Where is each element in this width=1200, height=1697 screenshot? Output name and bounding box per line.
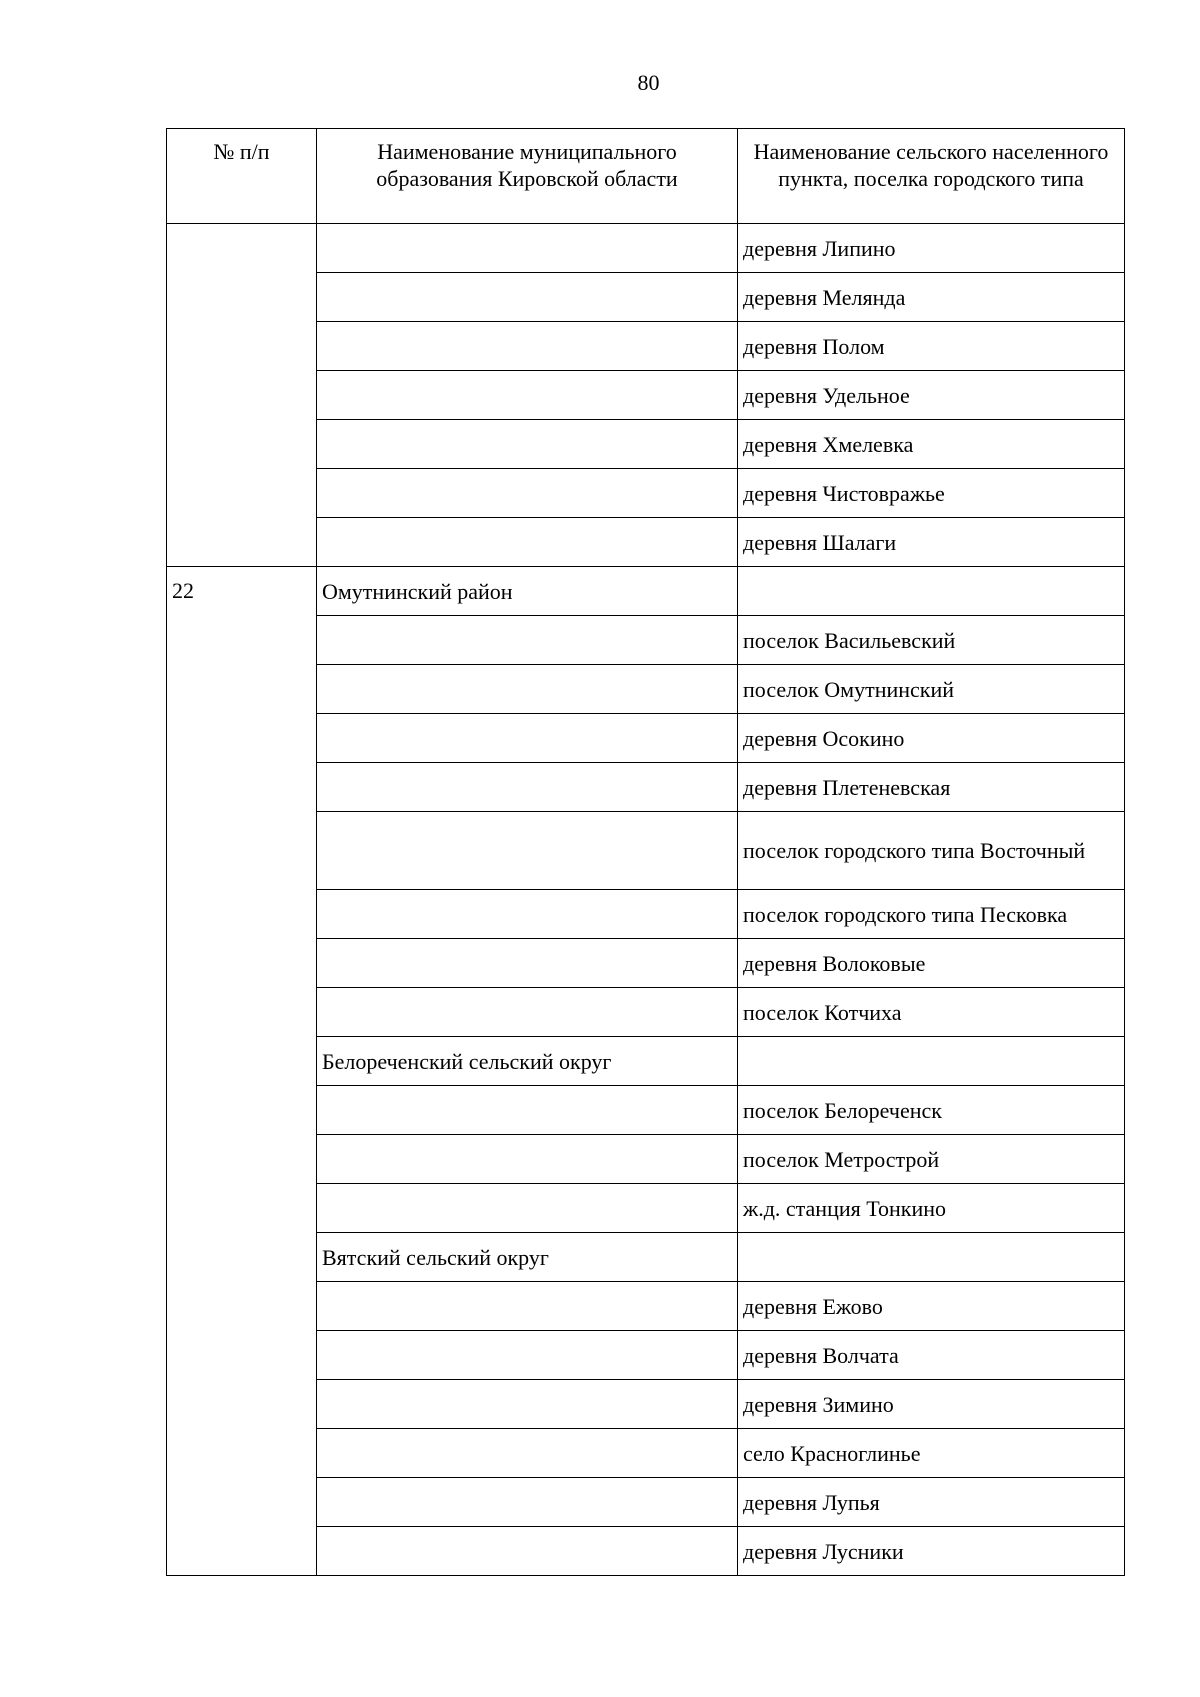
municipality-cell <box>317 518 738 567</box>
municipality-cell <box>317 1184 738 1233</box>
settlement-cell <box>738 1037 1125 1086</box>
row-num-cell: 22 <box>167 567 317 1576</box>
settlement-cell: деревня Меляндa <box>738 273 1125 322</box>
municipality-cell <box>317 890 738 939</box>
municipality-cell <box>317 371 738 420</box>
settlement-cell: деревня Зимино <box>738 1380 1125 1429</box>
municipality-cell <box>317 322 738 371</box>
settlement-cell: поселок Белореченск <box>738 1086 1125 1135</box>
settlement-cell: деревня Лупья <box>738 1478 1125 1527</box>
municipality-cell <box>317 812 738 890</box>
settlement-cell: поселок городского типа Песковка <box>738 890 1125 939</box>
settlements-table <box>166 128 1125 1576</box>
settlement-cell: деревня Осокино <box>738 714 1125 763</box>
municipality-cell <box>317 616 738 665</box>
settlement-cell: деревня Липино <box>738 224 1125 273</box>
municipality-cell: Омутнинский район <box>317 567 738 616</box>
municipality-cell <box>317 763 738 812</box>
page-number: 80 <box>637 70 660 95</box>
municipality-cell <box>317 224 738 273</box>
settlement-cell: деревня Полом <box>738 322 1125 371</box>
table-row <box>167 224 1125 273</box>
settlement-cell: деревня Лусники <box>738 1527 1125 1576</box>
settlement-cell <box>738 567 1125 616</box>
settlement-cell: деревня Ежово <box>738 1282 1125 1331</box>
header-municipality: Наименование муниципального образования Кировской области <box>317 129 738 224</box>
header-num: № п/п <box>167 129 317 224</box>
settlement-cell: деревня Удельное <box>738 371 1125 420</box>
municipality-cell <box>317 1086 738 1135</box>
settlement-cell: деревня Плетеневская <box>738 763 1125 812</box>
municipality-cell <box>317 469 738 518</box>
municipality-cell <box>317 420 738 469</box>
municipality-cell <box>317 1135 738 1184</box>
table-header-row <box>167 129 1125 224</box>
municipality-cell <box>317 665 738 714</box>
settlement-cell: поселок Омутнинский <box>738 665 1125 714</box>
municipality-cell <box>317 939 738 988</box>
municipality-cell: Вятский сельский округ <box>317 1233 738 1282</box>
municipality-cell <box>317 1429 738 1478</box>
settlement-cell: деревня Чистовражье <box>738 469 1125 518</box>
municipality-cell <box>317 1527 738 1576</box>
header-settlement: Наименование сельского населенного пункта, поселка городского типа <box>738 129 1125 224</box>
municipality-cell <box>317 714 738 763</box>
settlement-cell: поселок Васильевский <box>738 616 1125 665</box>
settlement-cell: поселок городского типа Восточный <box>738 812 1125 890</box>
row-num-cell <box>167 224 317 567</box>
municipality-cell: Белореченский сельский округ <box>317 1037 738 1086</box>
settlement-cell: село Красноглинье <box>738 1429 1125 1478</box>
municipality-cell <box>317 1380 738 1429</box>
settlement-cell <box>738 1233 1125 1282</box>
settlement-cell: деревня Шалаги <box>738 518 1125 567</box>
municipality-cell <box>317 273 738 322</box>
table-row <box>167 567 1125 616</box>
municipality-cell <box>317 1331 738 1380</box>
settlement-cell: деревня Волоковые <box>738 939 1125 988</box>
settlement-cell: поселок Метрострой <box>738 1135 1125 1184</box>
settlement-cell: деревня Хмелевка <box>738 420 1125 469</box>
municipality-cell <box>317 1478 738 1527</box>
municipality-cell <box>317 1282 738 1331</box>
municipality-cell <box>317 988 738 1037</box>
settlement-cell: деревня Волчата <box>738 1331 1125 1380</box>
settlement-cell: ж.д. станция Тонкино <box>738 1184 1125 1233</box>
settlement-cell: поселок Котчиха <box>738 988 1125 1037</box>
